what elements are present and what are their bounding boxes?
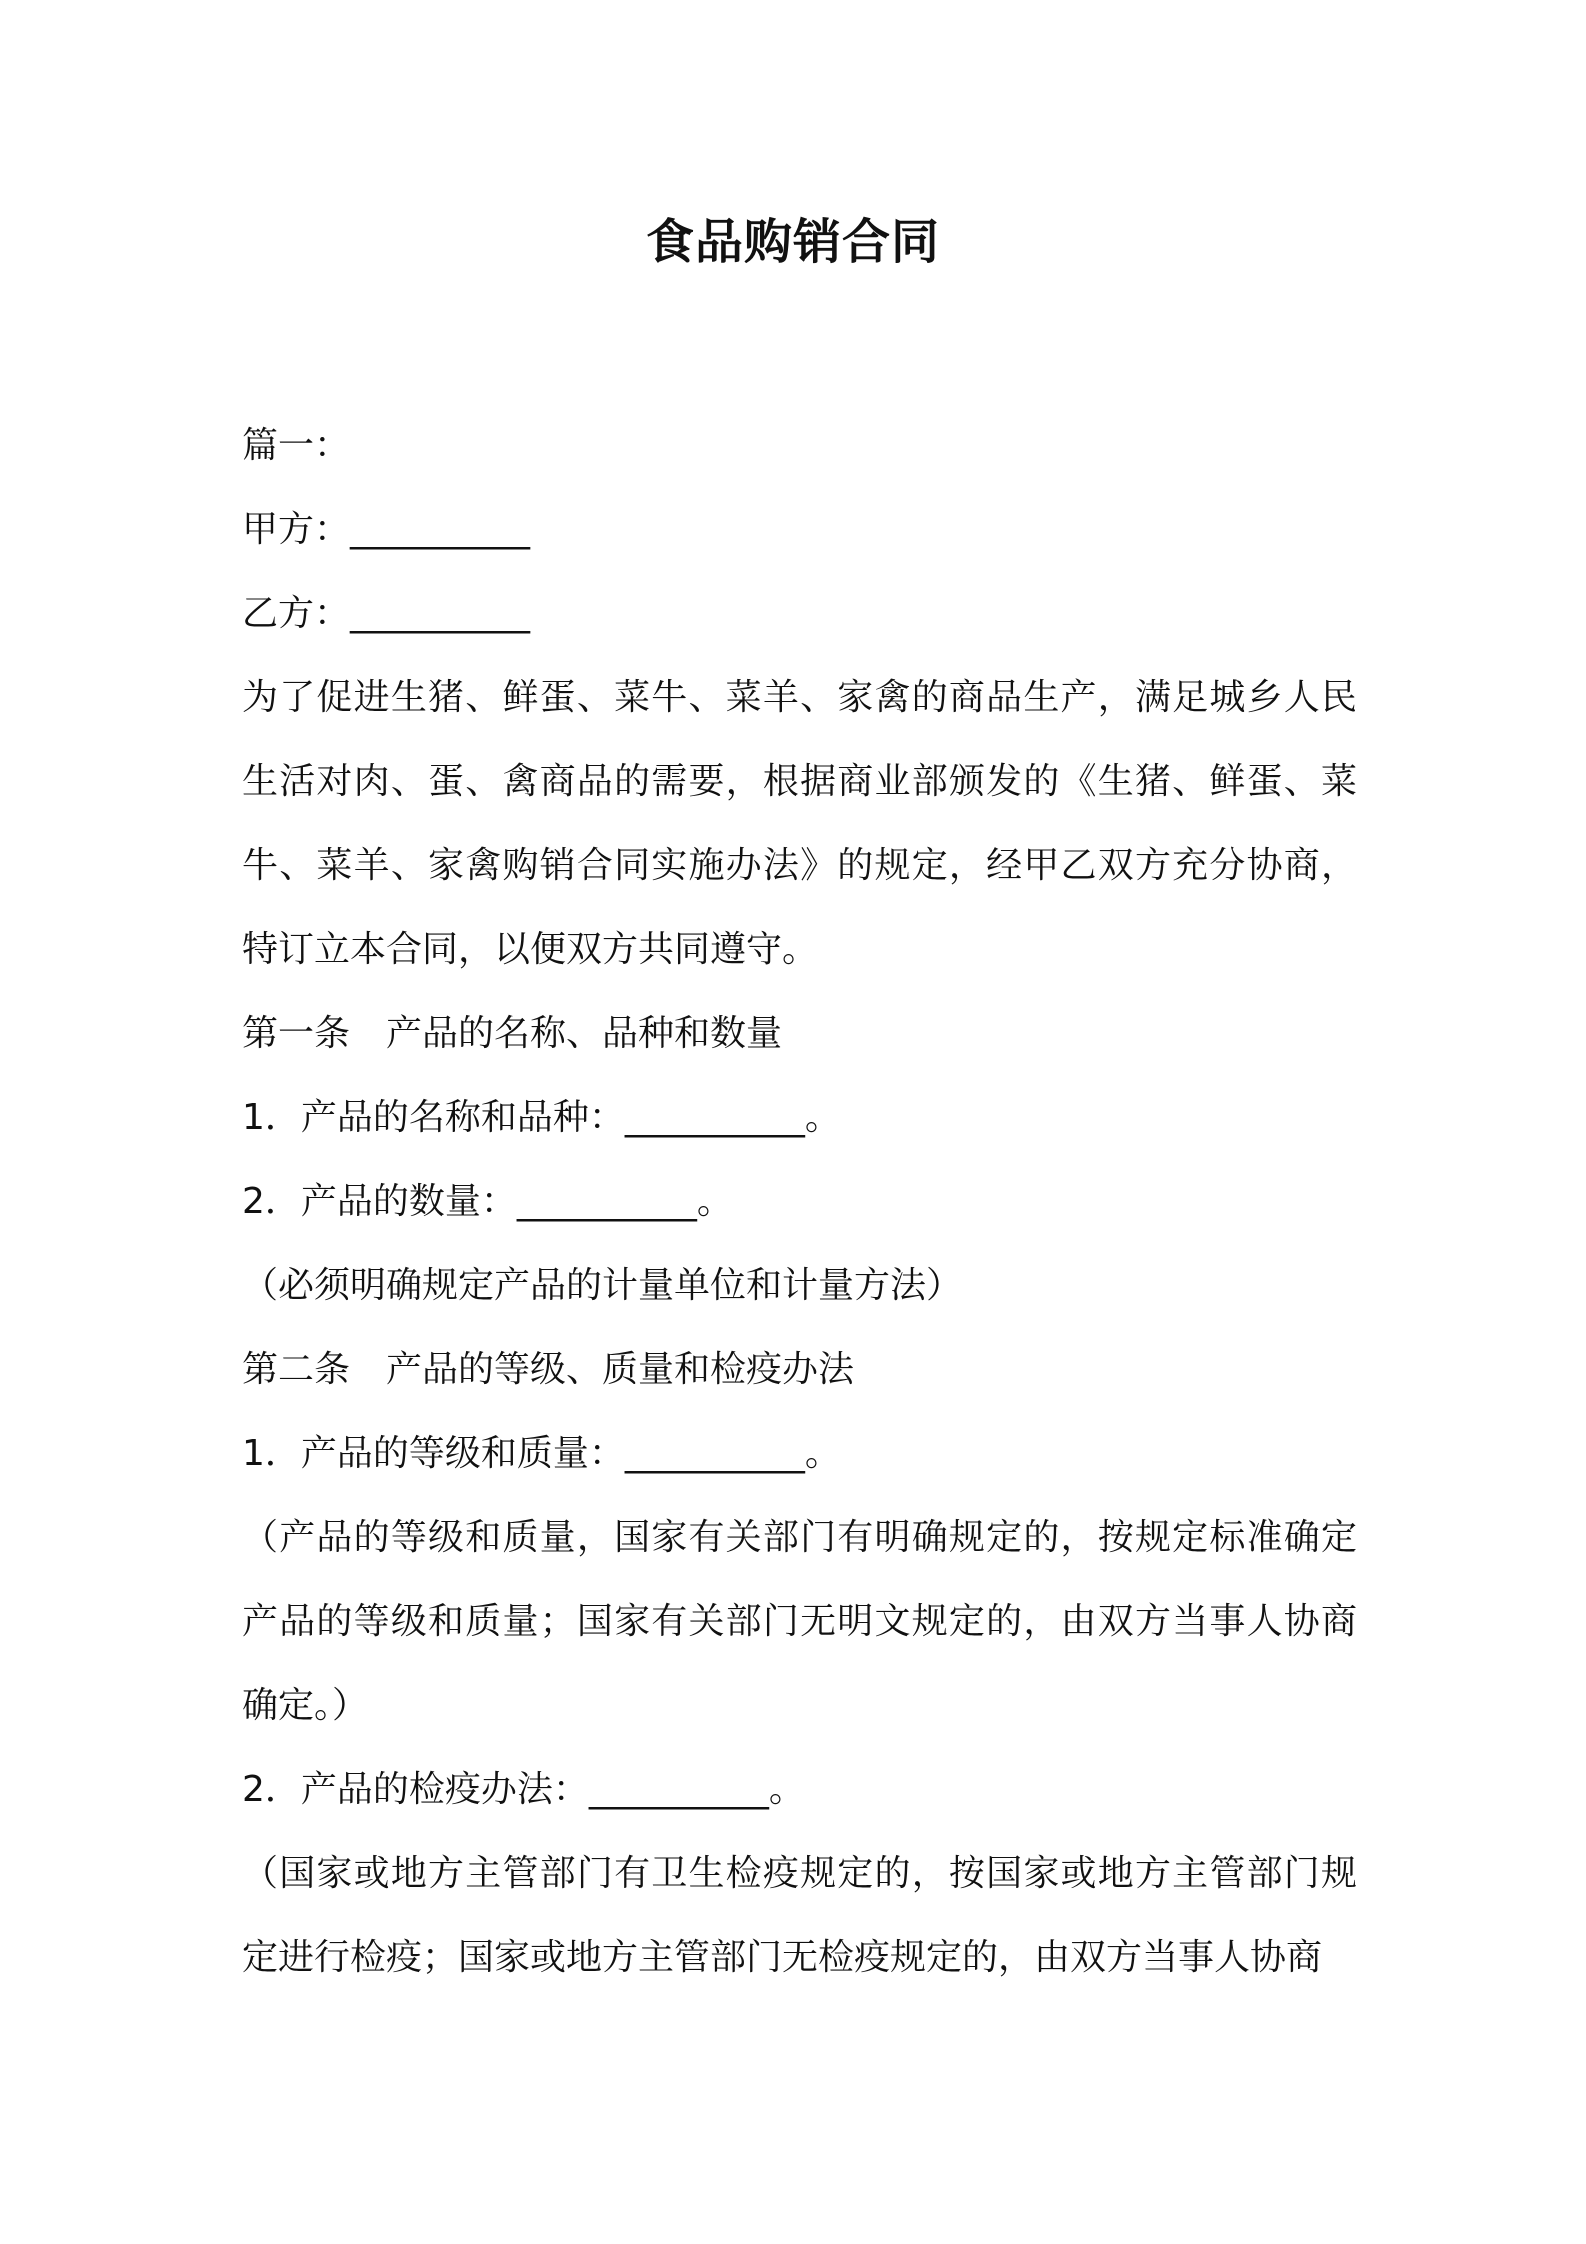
article-two-item-2: 2．产品的检疫办法：__________。 (242, 1769, 805, 1810)
article-two-note-2: （国家或地方主管部门有卫生检疫规定的，按国家或地方主管部门规定进行检疫；国家或地方主管部门无检疫规定的，由双方当事人协商 (242, 1853, 1357, 1978)
article-one-item-1: 1．产品的名称和品种：__________。 (242, 1097, 841, 1138)
article-two-item-1: 1．产品的等级和质量：__________。 (242, 1433, 841, 1474)
party-a-line: 甲方：__________ (242, 509, 531, 550)
document-title: 食品购销合同 (645, 214, 940, 270)
article-two-note-1: （产品的等级和质量，国家有关部门有明确规定的，按规定标准确定产品的等级和质量；国家有关部门无明文规定的，由双方当事人协商确定。） (242, 1517, 1357, 1726)
section-heading-part-one: 篇一： (242, 425, 351, 466)
article-one-heading: 第一条 产品的名称、品种和数量 (242, 1013, 783, 1054)
article-one-item-2: 2．产品的数量：__________。 (242, 1181, 733, 1222)
article-two-heading: 第二条 产品的等级、质量和检疫办法 (242, 1349, 855, 1390)
document-body (242, 404, 1357, 2000)
preamble-paragraph: 为了促进生猪、鲜蛋、菜牛、菜羊、家禽的商品生产，满足城乡人民生活对肉、蛋、禽商品的需要，根据商业部颁发的《生猪、鲜蛋、菜牛、菜羊、家禽购销合同实施办法》的规定，经甲乙双方充分协商，特订立本合同，以便双方共同遵守。 (242, 677, 1357, 970)
article-one-note: （必须明确规定产品的计量单位和计量方法） (242, 1265, 963, 1306)
party-b-line: 乙方：__________ (242, 593, 531, 634)
